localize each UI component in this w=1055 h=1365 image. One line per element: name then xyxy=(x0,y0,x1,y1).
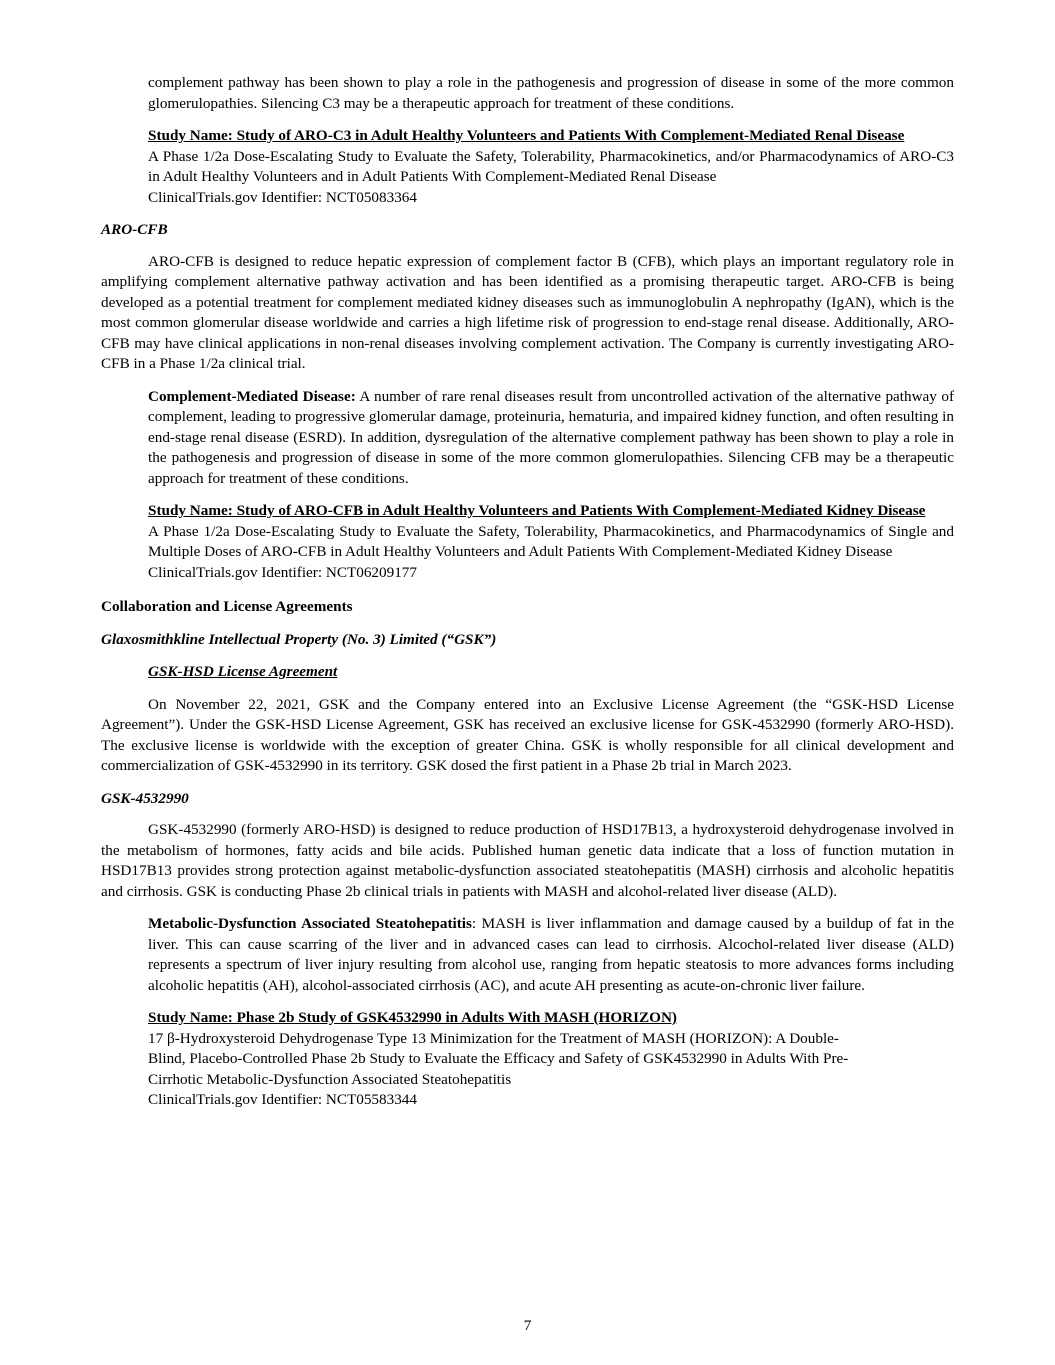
aro-cfb-paragraph: ARO-CFB is designed to reduce hepatic expression of complement factor B (CFB), which plays an important regulatory role in amplifying complement alternative pathway activation and has been identified as a promising therapeutic target. ARO-CFB is being developed as a potential treatment for complement mediated kidney diseases such as immunoglobulin A nephropathy (IgAN), which is the most common glomerular disease worldwide and carries a high lifetime risk of progression to end-stage renal disease. Additionally, ARO-CFB may have clinical applications in non-renal diseases involving complement activation. The Company is currently investigating ARO-CFB in a Phase 1/2a clinical trial. xyxy=(101,252,954,372)
study-cfb-title: Study Name: Study of ARO-CFB in Adult Healthy Volunteers and Patients With Complement-Mediated Kidney Disease xyxy=(148,502,926,519)
intro-paragraph: complement pathway has been shown to play a role in the pathogenesis and progression of disease in some of the more common glomerulopathies. Silencing C3 may be a therapeutic approach for treatment of these conditions. xyxy=(148,74,954,112)
study-horizon-identifier: ClinicalTrials.gov Identifier: NCT05583344 xyxy=(148,1091,417,1108)
license-heading: GSK-HSD License Agreement xyxy=(148,663,338,680)
complement-disease-label: Complement-Mediated Disease: xyxy=(148,387,356,405)
study-cfb-block xyxy=(101,501,954,583)
mash-text: : MASH is liver inflammation and damage caused by a buildup of fat in the liver. This can cause scarring of the liver and in advanced cases can lead to cirrhosis. Alcochol-related liver disease (ALD) represents a spectrum of liver injury resulting from alcohol use, ranging from hepatic steatosis to more advances forms including alcoholic hepatitis (AH), alcohol-associated cirrhosis (AC), and acute AH presenting as acute-on-chronic liver failure. xyxy=(148,915,954,994)
study-cfb-identifier: ClinicalTrials.gov Identifier: NCT06209177 xyxy=(148,563,417,581)
study-horizon-line-2: Blind, Placebo-Controlled Phase 2b Study to Evaluate the Efficacy and Safety of GSK4532990 in Adults With Pre- xyxy=(148,1050,849,1067)
study-horizon-line-3: Cirrhotic Metabolic-Dysfunction Associated Steatohepatitis xyxy=(148,1070,512,1088)
study-c3-title: Study Name: Study of ARO-C3 in Adult Healthy Volunteers and Patients With Complement-Mediated Renal Disease xyxy=(148,127,905,144)
mash-paragraph xyxy=(101,914,954,996)
gsk-heading: Glaxosmithkline Intellectual Property (No. 3) Limited (“GSK”) xyxy=(101,630,497,648)
study-horizon-line-1: 17 β-Hydroxysteroid Dehydrogenase Type 13 Minimization for the Treatment of MASH (HORIZON): A Double- xyxy=(148,1029,839,1047)
study-horizon-description xyxy=(148,1029,954,1091)
aro-cfb-heading: ARO-CFB xyxy=(101,221,168,238)
collaboration-heading: Collaboration and License Agreements xyxy=(101,598,353,615)
gsk-4532990-paragraph: GSK-4532990 (formerly ARO-HSD) is designed to reduce production of HSD17B13, a hydroxysteroid dehydrogenase involved in the metabolism of hormones, fatty acids and bile acids. Published human genetic data indicate that a loss of function mutation in HSD17B13 provides strong protection against metabolic-dysfunction associated steatohepatitis (MASH) cirrhosis and alcoholic hepatitis and cirrhosis. GSK is conducting Phase 2b clinical trials in patients with MASH and alcohol-related liver disease (ALD). xyxy=(101,821,954,900)
complement-disease-text: A number of rare renal diseases result from uncontrolled activation of the alternative pathway of complement, leading to progressive glomerular damage, proteinuria, hematuria, and impaired kidney function, and often resulting in end-stage renal disease (ESRD). In addition, dysregulation of the alternative complement pathway has been shown to play a role in the pathogenesis and progression of disease in some of the more common glomerulopathies. Silencing CFB may be a therapeutic approach for treatment of these conditions. xyxy=(148,387,955,487)
study-c3-identifier: ClinicalTrials.gov Identifier: NCT05083364 xyxy=(148,188,417,206)
gsk-4532990-heading: GSK-4532990 xyxy=(101,789,189,807)
study-horizon-title: Study Name: Phase 2b Study of GSK4532990 in Adults With MASH (HORIZON) xyxy=(148,1009,677,1026)
study-c3-block xyxy=(101,126,954,208)
license-paragraph: On November 22, 2021, GSK and the Company entered into an Exclusive License Agreement (the “GSK-HSD License Agreement”). Under the GSK-HSD License Agreement, GSK has received an exclusive license for GSK-4532990 (formerly ARO-HSD). The exclusive license is worldwide with the exception of greater China. GSK is wholly responsible for all clinical development and commercialization of GSK-4532990 in its territory. GSK dosed the first patient in a Phase 2b trial in March 2023. xyxy=(101,695,954,774)
document-page xyxy=(101,73,954,1111)
study-horizon-block xyxy=(101,1008,954,1111)
mash-label: Metabolic-Dysfunction Associated Steatohepatitis xyxy=(148,915,472,932)
study-cfb-description: A Phase 1/2a Dose-Escalating Study to Evaluate the Safety, Tolerability, Pharmacokinetics, and Pharmacodynamics of Single and Multiple Doses of ARO-CFB in Adult Healthy Volunteers and Adult Patients With Complement-Mediated Kidney Disease xyxy=(148,522,954,560)
page-number: 7 xyxy=(523,1317,532,1334)
complement-disease-paragraph xyxy=(101,387,954,490)
study-c3-description: A Phase 1/2a Dose-Escalating Study to Evaluate the Safety, Tolerability, Pharmacokinetics, and/or Pharmacodynamics of ARO-C3 in Adult Healthy Volunteers and in Adult Patients With Complement-Mediated Renal Disease xyxy=(148,147,954,185)
